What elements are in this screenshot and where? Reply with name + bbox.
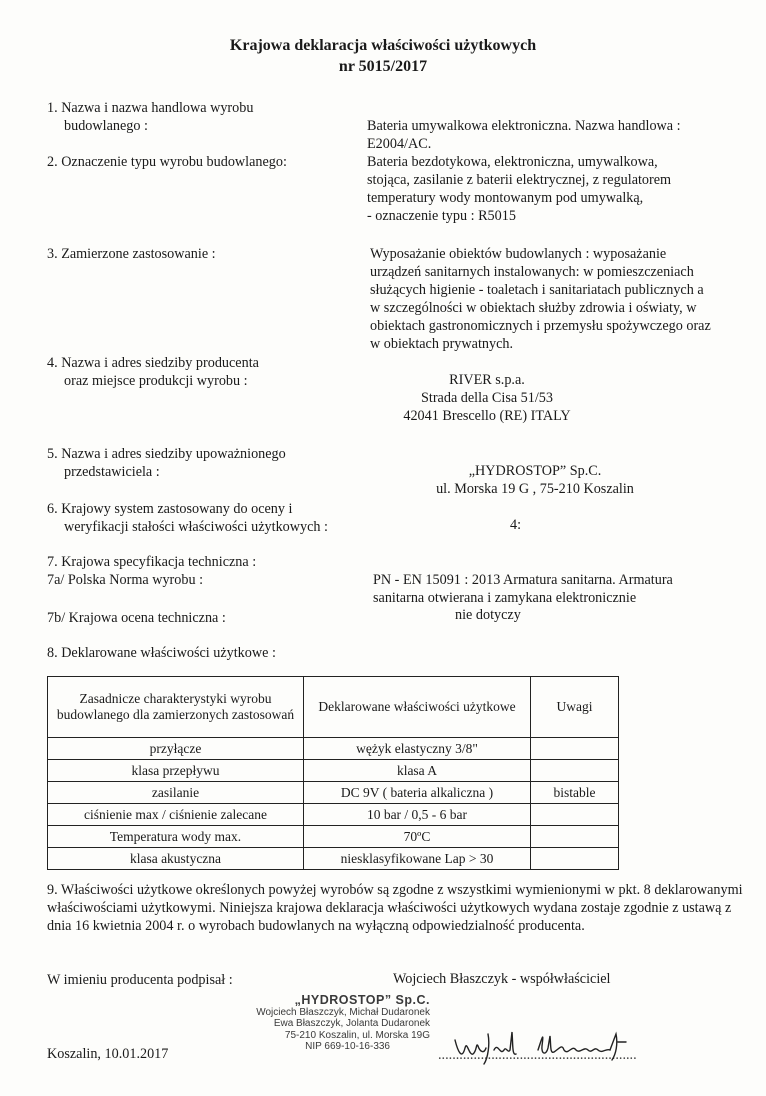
item2-label: 2. Oznaczenie typu wyrobu budowlanego:	[47, 154, 287, 170]
table-cell: klasa A	[304, 760, 531, 782]
table-cell	[531, 848, 619, 870]
table-cell: klasa przepływu	[48, 760, 304, 782]
table-row	[48, 804, 619, 826]
handwritten-signature	[450, 1020, 665, 1068]
manufacturer-city: 42041 Brescello (RE) ITALY	[403, 408, 571, 424]
item1-value-cont: E2004/AC.	[367, 136, 432, 152]
document-number: nr 5015/2017	[338, 58, 428, 75]
document-title: Krajowa deklaracja właściwości użytkowych	[229, 37, 537, 54]
signature-label: W imieniu producenta podpisał :	[47, 972, 233, 988]
stamp-owners-2: Ewa Błaszczyk, Jolanta Dudaronek	[273, 1018, 430, 1029]
signer-name: Wojciech Błaszczyk - współwłaściciel	[393, 971, 611, 987]
header-remarks: Uwagi	[531, 677, 619, 738]
table-cell	[531, 804, 619, 826]
item7a-label: 7a/ Polska Norma wyrobu :	[47, 572, 204, 588]
assessment-system-value: 4:	[510, 517, 522, 533]
item9-paragraph: 9. Właściwości użytkowe określonych powyżej wyrobów są zgodne z wszystkimi wymienionymi w pkt. 8 deklarowanymi właściwościami użytkowymi. Niniejsza krajowa deklaracja właściwości użytkowych wydana zostaje zgodnie z ustawą z dnia 16 kwietnia 2004 r. o wyrobach budowlanych na wyłączną odpowiedzialność producenta.	[47, 882, 743, 934]
item3-value-line2: urządzeń sanitarnych instalowanych: w pomieszczeniach	[370, 264, 694, 280]
item4-label: 4. Nazwa i adres siedziby producenta	[47, 355, 259, 371]
item5-label-cont: przedstawiciela :	[64, 464, 160, 480]
representative-name: „HYDROSTOP” Sp.C.	[468, 463, 602, 479]
item3-value-line4: w szczególności w obiektach służby zdrowia i oświaty, w	[370, 300, 697, 316]
item2-value-line2: stojąca, zasilanie z baterii elektrycznej, z regulatorem	[367, 172, 672, 188]
table-cell: wężyk elastyczny 3/8"	[304, 738, 531, 760]
item2-value-line4: - oznaczenie typu : R5015	[367, 208, 516, 224]
item3-label: 3. Zamierzone zastosowanie :	[47, 246, 216, 262]
table-cell: przyłącze	[48, 738, 304, 760]
item7b-value: nie dotyczy	[455, 607, 521, 623]
table-cell: niesklasyfikowane Lap > 30	[304, 848, 531, 870]
item6-label: 6. Krajowy system zastosowany do oceny i	[47, 501, 293, 517]
item2-value-line3: temperatury wody montowanym pod umywalką,	[367, 190, 644, 206]
manufacturer-name: RIVER s.p.a.	[449, 372, 525, 388]
item5-label: 5. Nazwa i adres siedziby upoważnionego	[47, 446, 286, 462]
representative-address: ul. Morska 19 G , 75-210 Koszalin	[436, 481, 634, 497]
item1-label-cont: budowlanego :	[64, 118, 148, 134]
item4-label-cont: oraz miejsce produkcji wyrobu :	[64, 373, 248, 389]
table-cell: DC 9V ( bateria alkaliczna )	[304, 782, 531, 804]
item7a-value-line1: PN - EN 15091 : 2013 Armatura sanitarna. Armatura	[373, 572, 673, 588]
item8-label: 8. Deklarowane właściwości użytkowe :	[47, 645, 276, 661]
stamp-owners-1: Wojciech Błaszczyk, Michał Dudaronek	[256, 1006, 430, 1018]
properties-table	[47, 676, 619, 870]
item7b-label: 7b/ Krajowa ocena techniczna :	[47, 610, 226, 626]
table-row	[48, 826, 619, 848]
table-cell: klasa akustyczna	[48, 848, 304, 870]
table-row	[48, 738, 619, 760]
table-row	[48, 782, 619, 804]
item2-value-line1: Bateria bezdotykowa, elektroniczna, umywalkowa,	[367, 154, 658, 170]
manufacturer-street: Strada della Cisa 51/53	[421, 390, 553, 406]
stamp-nip: NIP 669-10-16-336	[305, 1041, 390, 1052]
header-characteristics: Zasadnicze charakterystyki wyrobu budowlanego dla zamierzonych zastosowań	[48, 677, 304, 738]
item7a-value-line2: sanitarna otwierana i zamykana elektronicznie	[373, 590, 637, 606]
item3-value-line6: w obiektach prywatnych.	[370, 336, 514, 352]
table-row	[48, 848, 619, 870]
item1-label: 1. Nazwa i nazwa handlowa wyrobu	[47, 100, 254, 116]
table-cell: 70ºC	[304, 826, 531, 848]
item1-value: Bateria umywalkowa elektroniczna. Nazwa handlowa :	[367, 118, 681, 134]
stamp-company-name: „HYDROSTOP” Sp.C.	[294, 993, 430, 1007]
table-cell: zasilanie	[48, 782, 304, 804]
table-cell: ciśnienie max / ciśnienie zalecane	[48, 804, 304, 826]
item7-label: 7. Krajowa specyfikacja techniczna :	[47, 554, 257, 570]
stamp-address: 75-210 Koszalin, ul. Morska 19G	[284, 1029, 430, 1041]
signature-dots: ........................................................	[438, 1047, 637, 1063]
item6-label-cont: weryfikacji stałości właściwości użytkowych :	[64, 519, 328, 535]
table-cell: Temperatura wody max.	[48, 826, 304, 848]
company-stamp	[215, 995, 430, 1053]
table-cell	[531, 738, 619, 760]
place-date: Koszalin, 10.01.2017	[47, 1046, 169, 1062]
table-header-row	[48, 677, 619, 738]
table-cell: 10 bar / 0,5 - 6 bar	[304, 804, 531, 826]
table-cell: bistable	[531, 782, 619, 804]
item3-value-line5: obiektach gastronomicznych i przemysłu spożywczego oraz	[370, 318, 711, 334]
table-cell	[531, 826, 619, 848]
item3-value-line3: służących higienie - toaletach i sanitariatach publicznych a	[370, 282, 704, 298]
table-cell	[531, 760, 619, 782]
header-declared: Deklarowane właściwości użytkowe	[304, 677, 531, 738]
item3-value-line1: Wyposażanie obiektów budowlanych : wyposażanie	[370, 246, 667, 262]
table-row	[48, 760, 619, 782]
